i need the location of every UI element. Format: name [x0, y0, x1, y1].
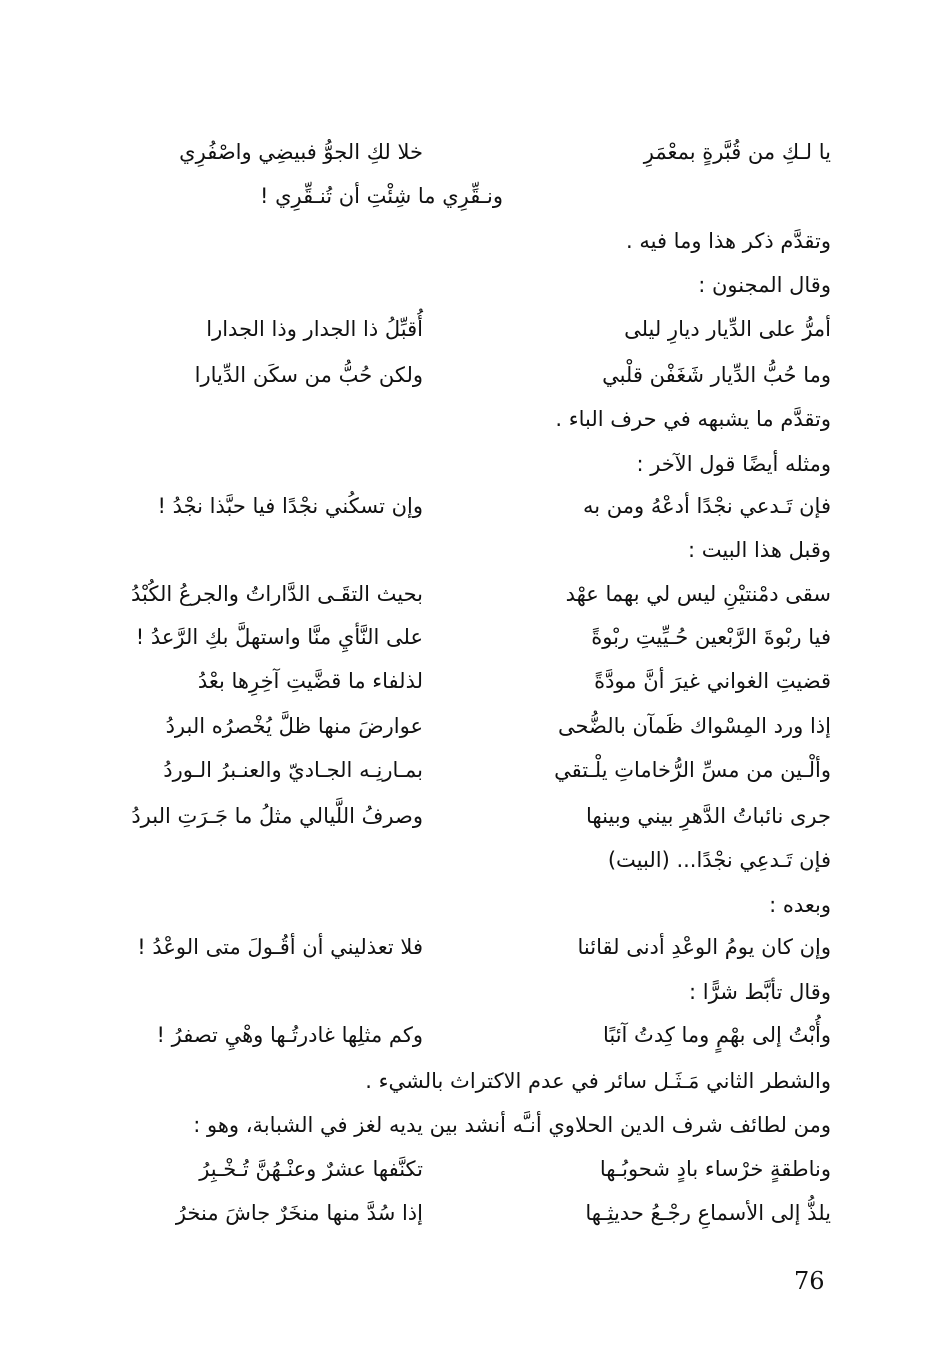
verse-hemistich-left: وكم مثلِها غادرتُـها وهْيِ تصفرُ ! [156, 1023, 423, 1047]
prose-line: ومن لطائف شرف الدين الحلاوي أنـَّه أنشد بين يديه لغز في الشبابة، وهو : [193, 1113, 831, 1137]
verse-hemistich-left: خلا لكِ الجوُّ فبيضِي واصْفُرِي [179, 140, 423, 164]
prose-line: وبعده : [769, 893, 831, 917]
verse-continuation: ونـقِّرِي ما شِئْتِ أن تُنـقِّرِي ! [259, 184, 503, 208]
verse-hemistich-right: وأُبْتُ إلى بهْمٍ وما كِدتُ آئبًا [602, 1023, 831, 1047]
verse-hemistich-right: جرى نائباتُ الدَّهرِ بيني وبينها [586, 804, 831, 828]
verse-hemistich-left: وإن تسكُني نجْدًا فيا حبَّذا نجْدُ ! [157, 494, 423, 518]
verse-hemistich-right: يلذُّ إلى الأسماعِ رجْـعُ حديثِـها [585, 1201, 831, 1225]
page-number: 76 [794, 1267, 825, 1295]
prose-line: والشطر الثاني مَـثَـل سائر في عدم الاكتراث بالشيء . [365, 1069, 831, 1093]
prose-line: وقال المجنون : [698, 273, 831, 297]
prose-line: وقبل هذا البيت : [688, 538, 831, 562]
verse-hemistich-right: فإن تَـدعي نجْدًا أدعْهُ ومن به [582, 494, 831, 518]
verse-hemistich-right: وما حُبُّ الدِّيار شَغَفْن قلْبي [602, 363, 831, 387]
verse-hemistich-right: يا لـكِ من قُبَّرةٍ بمعْمَرِ [643, 140, 831, 164]
verse-hemistich-right: وإن كان يومُ الوعْدِ أدنى لقائنا [577, 935, 831, 959]
verse-hemistich-left: بمـارنِـه الجـاديّ والعنـبرُ الـوردُ [163, 758, 423, 782]
verse-hemistich-left: بحيث التقَـى الدَّاراتُ والجرعُ الكُبْدُ [131, 582, 423, 606]
verse-hemistich-left: تكنَّفها عشرٌ وعنْـهُنَّ تُـخْـبِرُ [199, 1157, 423, 1181]
verse-hemistich-right: سقى دمْنتيْنِ ليس لي بهما عهْد [565, 582, 831, 606]
verse-hemistich-right: فيا ربْوةَ الرَّبْعين حُـيِّيتِ ربْوةً [591, 625, 831, 649]
verse-hemistich-left: عوارضَ منها ظلَّ يُخْصرُه البردُ [165, 714, 423, 738]
prose-line: ومثله أيضًا قول الآخر : [636, 452, 831, 476]
verse-hemistich-left: لذلفاء ما قضَّيتِ آخِرِها بعْدُ [197, 669, 423, 693]
verse-hemistich-left: ولكن حُبُّ من سكَن الدِّيارا [194, 363, 423, 387]
verse-hemistich-left: أُقبِّلُ ذا الجدار وذا الجدارا [206, 317, 423, 341]
prose-line: وتقدَّم ذكر هذا وما فيه . [626, 229, 831, 253]
prose-line: فإن تَـدعِي نجْدًا... (البيت) [607, 848, 831, 872]
prose-line: وقال تأبَّط شرًّا : [689, 980, 831, 1004]
verse-hemistich-right: وألْـين من مسِّ الرُّخاماتِ يلْـتقي [554, 758, 831, 782]
verse-hemistich-right: أمرُّ على الدِّيار ديارِ ليلى [624, 317, 831, 341]
verse-hemistich-left: فلا تعذليني أن أقُـولَ متى الوعْدُ ! [137, 935, 423, 959]
verse-hemistich-left: وصرفُ اللَّيالي مثلُ ما جَـرَتِ البردُ [131, 804, 423, 828]
verse-hemistich-right: قضيتِ الغواني غيرَ أنَّ مودَّةً [594, 669, 831, 693]
verse-hemistich-left: إذا سُدَّ منها منخَرٌ جاشَ منخرُ [175, 1201, 423, 1225]
prose-line: وتقدَّم ما يشبهه في حرف الباء . [555, 407, 831, 431]
verse-hemistich-right: إذا ورد المِسْواك ظَمآن بالضُّحى [557, 714, 831, 738]
verse-hemistich-right: وناطقةٍ خرْساء بادٍ شحوبُـها [599, 1157, 831, 1181]
verse-hemistich-left: على النَّأيِ منَّا واستهلَّ بكِ الرَّعدُ ! [135, 625, 423, 649]
